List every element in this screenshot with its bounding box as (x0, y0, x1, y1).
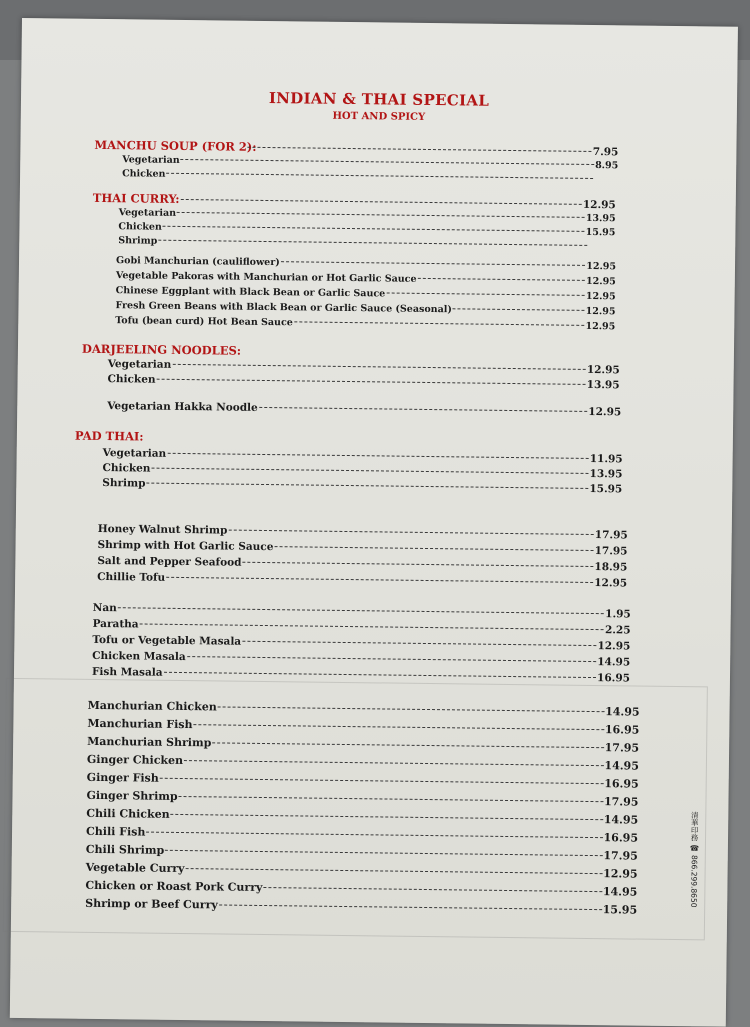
item-price: 12.95 (586, 363, 620, 377)
dot-leader (259, 407, 588, 412)
item-name: Tofu or Vegetable Masala (92, 633, 242, 648)
dot-leader (418, 278, 586, 281)
dot-leader (147, 483, 589, 489)
dot-leader (242, 641, 596, 646)
dot-leader (218, 706, 604, 712)
item-name: Manchurian Fish (87, 716, 193, 732)
item-name: Nan (92, 601, 117, 615)
item-price: 14.95 (604, 759, 639, 773)
item-name: Honey Walnut Shrimp (97, 522, 228, 537)
item-name: Manchurian Chicken (87, 698, 217, 714)
section-title-darjeeling-noodles: DARJEELING NOODLES: (81, 341, 242, 358)
menu-page (10, 18, 738, 1027)
item-name: Chili Chicken (86, 806, 170, 821)
item-name: Vegetarian (118, 207, 177, 219)
menu-row (115, 300, 615, 317)
item-name: Shrimp with Hot Garlic Sauce (97, 538, 274, 554)
dot-leader (263, 887, 601, 892)
item-price: 17.95 (603, 795, 639, 809)
dot-leader (146, 832, 602, 839)
item-name: Chicken (102, 462, 151, 475)
dot-leader (187, 656, 597, 662)
section-title-thai-curry: THAI CURRY: (92, 190, 180, 206)
item-price: 12.95 (586, 275, 616, 288)
item-price: 17.95 (603, 849, 638, 863)
item-name: Chili Shrimp (85, 842, 165, 857)
item-price: 14.95 (602, 885, 638, 899)
dot-leader (228, 530, 593, 535)
menu-row (98, 523, 628, 541)
item-name: Chillie Tofu (97, 570, 166, 584)
dot-leader (164, 672, 597, 678)
item-price: 16.95 (603, 831, 639, 845)
menu-row (107, 400, 621, 418)
item-name: Vegetable Curry (85, 860, 185, 876)
dot-leader (157, 379, 586, 385)
item-price: 16.95 (604, 723, 640, 737)
item-name: Chili Fish (85, 824, 146, 839)
dot-leader (185, 868, 602, 874)
item-price: 13.95 (586, 378, 620, 392)
dot-leader (212, 742, 603, 748)
item-price: 13.95 (589, 467, 623, 481)
item-name: Shrimp (118, 235, 158, 247)
item-price: 12.95 (585, 305, 616, 318)
dot-leader (386, 292, 585, 295)
item-price: 12.95 (603, 867, 638, 881)
item-price: 14.95 (605, 705, 640, 719)
item-name: Manchurian Shrimp (87, 734, 212, 750)
item-name: Fresh Green Beans with Black Bean or Garlic Sauce (Seasonal) (115, 300, 452, 316)
dot-leader (193, 724, 603, 730)
item-name: Tofu (bean curd) Hot Bean Sauce (115, 315, 293, 329)
item-name: Chinese Eggplant with Black Bean or Garlic Sauce (115, 285, 386, 300)
dot-leader (181, 199, 582, 205)
item-price: 17.95 (604, 741, 640, 755)
item-name: Chicken (122, 168, 166, 180)
item-name: Vegetarian (102, 447, 167, 460)
dot-leader (247, 147, 591, 152)
menu-row (118, 235, 588, 252)
item-name: Ginger Fish (86, 770, 159, 785)
menu-row (97, 539, 627, 557)
item-name: Gobi Manchurian (cauliflower) (115, 255, 280, 269)
item-price: 12.95 (585, 320, 616, 333)
item-price: 13.95 (585, 212, 616, 225)
dot-leader (167, 453, 589, 459)
item-name: Salt and Pepper Seafood (97, 554, 242, 569)
dot-leader (165, 850, 602, 856)
item-price: 15.95 (585, 226, 616, 239)
item-price: 16.95 (604, 777, 639, 791)
item-name: Vegetarian Hakka Noodle (107, 400, 258, 414)
dot-leader (274, 546, 593, 551)
item-price: 2.25 (604, 624, 631, 637)
dot-leader (158, 240, 587, 246)
item-price: 16.95 (597, 672, 631, 685)
dot-leader (219, 904, 602, 910)
item-price: 12.95 (585, 290, 616, 303)
item-price: 15.95 (589, 482, 623, 496)
dot-leader (177, 212, 585, 218)
dot-leader (151, 468, 588, 474)
item-price: 12.95 (597, 640, 631, 653)
dot-leader (171, 814, 603, 820)
menu-row (116, 285, 616, 302)
item-price: 12.95 (588, 405, 622, 419)
item-price: 7.95 (592, 145, 619, 159)
menu-row (97, 571, 627, 589)
item-name: Fish Masala (91, 665, 163, 679)
section-title-pad-thai: PAD THAI: (74, 428, 144, 444)
dot-leader (453, 308, 585, 311)
menu-row (116, 255, 616, 272)
item-price: 12.95 (594, 577, 628, 590)
menu-row (93, 602, 631, 621)
menu-row (102, 477, 622, 495)
dot-leader (163, 226, 585, 232)
dot-leader (166, 577, 593, 583)
dot-leader (118, 607, 604, 614)
item-name: Shrimp (102, 477, 146, 490)
dot-leader (184, 760, 603, 766)
menu-row (115, 315, 615, 332)
item-name: Chicken Masala (92, 649, 186, 664)
item-name: Paratha (92, 617, 139, 631)
item-name: Vegetable Pakoras with Manchurian or Hot Garlic Sauce (115, 270, 417, 285)
item-price: 12.95 (582, 198, 616, 212)
item-name: Ginger Chicken (86, 752, 184, 768)
menu-row (93, 618, 631, 637)
item-price: 12.95 (586, 260, 617, 273)
menu-row (116, 270, 616, 287)
section-title-manchu-soup: MANCHU SOUP (FOR 2): (94, 137, 257, 154)
dot-leader (140, 623, 604, 630)
dot-leader (281, 261, 586, 266)
dot-leader (294, 321, 585, 326)
item-name: Ginger Shrimp (86, 788, 178, 803)
menu-row (92, 650, 630, 669)
item-price: 1.95 (605, 608, 631, 621)
menu-row (108, 373, 620, 391)
dot-leader (242, 562, 593, 567)
item-name: Vegetarian (107, 358, 172, 371)
dot-leader (160, 778, 603, 784)
item-price: 18.95 (594, 561, 628, 574)
dot-leader (181, 159, 594, 165)
menu-title: INDIAN & THAI SPECIAL (268, 89, 490, 110)
item-name: Chicken (118, 221, 162, 233)
menu-row (122, 168, 594, 185)
item-price: 8.95 (595, 160, 619, 172)
menu-row (92, 634, 630, 653)
dot-leader (172, 364, 586, 370)
printer-credit: 清華印務 ☎ 866.299.8650 (689, 811, 700, 908)
item-price: 15.95 (602, 903, 638, 917)
dot-leader (179, 796, 603, 802)
item-price: 17.95 (594, 529, 628, 542)
item-price: 11.95 (589, 452, 623, 466)
item-price: 14.95 (603, 813, 639, 827)
item-name: Vegetarian (122, 154, 180, 166)
item-price: 17.95 (594, 545, 628, 558)
menu-subtitle: HOT AND SPICY (332, 110, 426, 123)
item-name: Chicken (107, 373, 156, 386)
menu-row (97, 555, 627, 573)
item-name: Shrimp or Beef Curry (85, 896, 218, 912)
item-price: 14.95 (597, 656, 631, 669)
item-name: Chicken or Roast Pork Curry (85, 878, 263, 895)
dot-leader (167, 173, 594, 179)
